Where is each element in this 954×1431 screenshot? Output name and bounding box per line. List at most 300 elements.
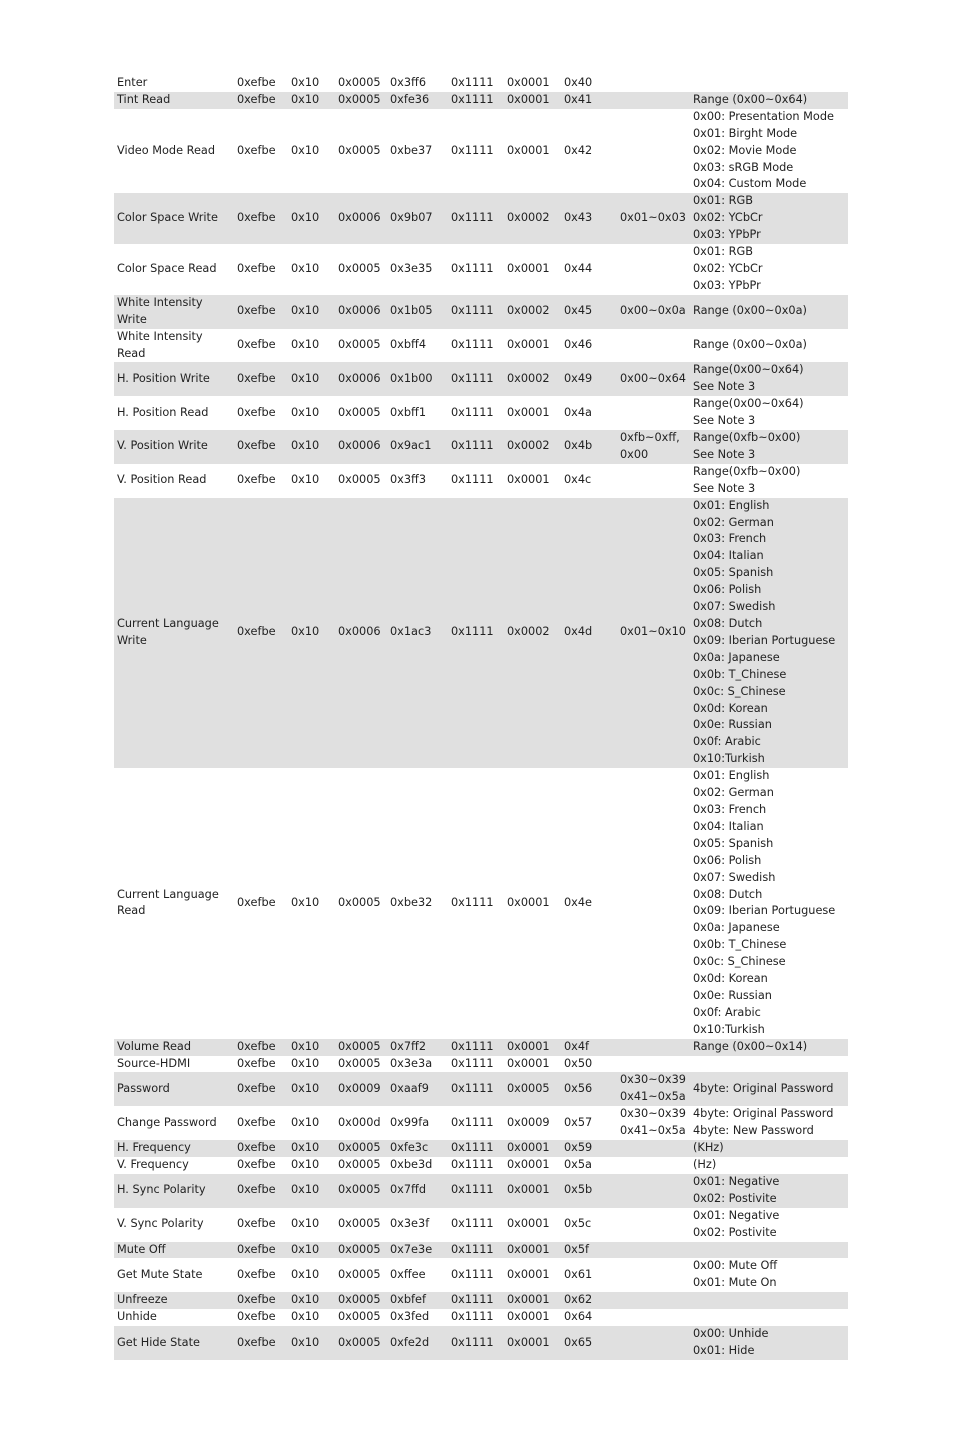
command-table [114,75,848,1360]
description-line: Range (0x00~0x14) [693,1039,808,1053]
data-length: 0x0002 [504,193,561,244]
command-code: 0x1111 [451,1217,494,1231]
description-line: Range(0xfb~0x00) [693,464,801,478]
checksum-code: 0xbe37 [390,143,433,157]
description [690,1174,848,1208]
opcode: 0x62 [561,1292,617,1309]
parameter-range [617,1258,690,1292]
description [690,1157,848,1174]
id-code: 0x10 [288,1039,335,1056]
command-code: 0x1111 [451,338,494,352]
id-code: 0x10 [291,895,320,909]
length-code: 0x0005 [338,895,381,909]
header-code: 0xefbe [234,1292,288,1309]
data-length: 0x0001 [504,92,561,109]
table-row [114,1106,848,1140]
command-name: Get Hide State [114,1326,234,1360]
id-code: 0x10 [288,1072,335,1106]
header-code: 0xefbe [237,1267,276,1281]
description [690,193,848,244]
data-length: 0x0001 [507,1310,550,1324]
description-line: Range (0x00~0x0a) [693,304,807,318]
description-line: See Note 3 [693,414,756,428]
checksum-code: 0x99fa [390,1115,430,1129]
id-code: 0x10 [291,338,320,352]
description-line: Range(0xfb~0x00) [693,431,801,445]
description-line: 0x0d: Korean [693,972,768,986]
parameter-range [617,1157,690,1174]
command-name: V. Position Write [114,430,234,464]
description-line: 0x10:Turkish [693,1022,765,1036]
length-code: 0x0006 [335,362,387,396]
data-length: 0x0001 [504,1174,561,1208]
header-code: 0xefbe [234,1140,288,1157]
header-code: 0xefbe [234,1174,288,1208]
header-code: 0xefbe [234,1242,288,1259]
table-row [114,1039,848,1056]
description-line: 0x07: Swedish [693,600,776,614]
command-name: Volume Read [114,1039,234,1056]
parameter-range-line: 0x30~0x39 [620,1107,686,1121]
parameter-range-line: 0x01~0x03 [620,211,686,225]
parameter-range [617,329,690,363]
opcode: 0x59 [561,1140,617,1157]
length-code: 0x0005 [335,1140,387,1157]
command-name: Tint Read [114,92,234,109]
description-line: 0x08: Dutch [693,617,763,630]
parameter-range [617,1056,690,1073]
parameter-range [617,1292,690,1309]
parameter-range-line: 0x00 [620,447,649,461]
data-length: 0x0001 [507,338,550,352]
checksum-code: 0x3ff6 [390,76,427,89]
description [690,464,848,498]
description [690,1309,848,1326]
id-code: 0x10 [288,1174,335,1208]
opcode: 0x40 [564,76,593,89]
command-name: Get Mute State [117,1267,203,1281]
parameter-range [617,244,690,295]
data-length: 0x0001 [507,1267,550,1281]
data-length: 0x0002 [504,362,561,396]
command-code: 0x1111 [448,1140,504,1157]
header-code: 0xefbe [237,895,276,909]
parameter-range [617,1039,690,1056]
opcode: 0x5f [561,1242,617,1259]
checksum-code: 0xfe3c [387,1140,448,1157]
command-code: 0x1111 [448,362,504,396]
parameter-range [617,396,690,430]
command-code: 0x1111 [448,193,504,244]
checksum-code: 0x1b00 [387,362,448,396]
checksum-code: 0x7ff2 [387,1039,448,1056]
command-code: 0x1111 [448,295,504,329]
data-length: 0x0001 [507,1158,550,1171]
description-line: 0x03: YPbPr [693,228,761,242]
table-row [114,75,848,92]
length-code: 0x0005 [335,92,387,109]
command-code: 0x1111 [451,1056,494,1070]
length-code: 0x0006 [335,295,387,329]
length-code: 0x0005 [338,143,381,157]
description [690,244,848,295]
opcode: 0x61 [564,1267,593,1281]
opcode: 0x5b [561,1174,617,1208]
id-code: 0x10 [288,1292,335,1309]
description [690,1056,848,1073]
checksum-code: 0x7ffd [387,1174,448,1208]
length-code: 0x0005 [338,473,381,487]
description-line: 0x0f: Arabic [693,1005,761,1019]
description [690,1258,848,1292]
table-row [114,1326,848,1360]
table-row [114,1174,848,1208]
parameter-range [617,464,690,498]
length-code: 0x0006 [335,430,387,464]
description-line: 0x01: RGB [693,194,753,208]
parameter-range [617,1140,690,1157]
table-row [114,1208,848,1242]
description [690,430,848,464]
header-code: 0xefbe [234,193,288,244]
command-name: H. Position Read [117,405,209,419]
data-length: 0x0001 [507,261,550,275]
description-line: 0x0c: S_Chinese [693,684,786,698]
data-length: 0x0001 [504,1039,561,1056]
description [690,498,848,769]
table-row [114,109,848,194]
description-line: Range(0x00~0x64) [693,363,804,377]
length-code: 0x0005 [338,405,381,419]
description-line: 0x02: German [693,515,774,529]
id-code: 0x10 [288,1140,335,1157]
parameter-range-line: 0xfb~0xff, [620,431,680,445]
table-row [114,1309,848,1326]
id-code: 0x10 [291,1310,320,1324]
length-code: 0x0009 [335,1072,387,1106]
description-line: 0x0e: Russian [693,718,772,732]
opcode: 0x4c [564,473,592,487]
command-code: 0x1111 [448,1292,504,1309]
description [690,1106,848,1140]
length-code: 0x0005 [338,338,381,352]
header-code: 0xefbe [237,1217,276,1231]
command-name: H. Sync Polarity [114,1174,234,1208]
command-name: Current Language Write [114,498,234,769]
description-line: 0x00: Mute Off [693,1259,778,1273]
id-code: 0x10 [288,1242,335,1259]
command-name: White Intensity Read [117,329,203,360]
checksum-code: 0xbfef [387,1292,448,1309]
id-code: 0x10 [288,362,335,396]
table-row [114,1072,848,1106]
parameter-range [617,75,690,92]
command-name: White Intensity Write [114,295,234,329]
command-rows [114,75,848,1360]
checksum-code: 0x3fed [390,1310,430,1324]
id-code: 0x10 [291,76,320,89]
table-row [114,295,848,329]
opcode: 0x44 [564,261,593,275]
table-row [114,1157,848,1174]
opcode: 0x49 [561,362,617,396]
opcode: 0x46 [564,338,593,352]
description [690,1208,848,1242]
opcode: 0x5a [564,1158,592,1171]
command-code: 0x1111 [448,1242,504,1259]
table-row [114,768,848,1039]
description-line: 0x04: Italian [693,549,764,563]
checksum-code: 0x3e3a [390,1056,433,1070]
description-line: See Note 3 [693,447,756,461]
description [690,1326,848,1360]
parameter-range-line: 0x41~0x5a [620,1090,686,1104]
checksum-code: 0xbff1 [390,405,427,419]
checksum-code: 0xfe36 [387,92,448,109]
command-code: 0x1111 [448,1039,504,1056]
description-line: 4byte: Original Password [693,1081,834,1095]
id-code: 0x10 [288,430,335,464]
parameter-range [617,1242,690,1259]
opcode: 0x50 [564,1056,593,1070]
parameter-range [617,193,690,244]
header-code: 0xefbe [237,473,276,487]
command-name: Enter [117,76,148,89]
header-code: 0xefbe [237,143,276,157]
description-line: 0x01: Negative [693,1208,780,1222]
command-code: 0x1111 [448,430,504,464]
description [690,362,848,396]
table-row [114,498,848,769]
parameter-range [617,1208,690,1242]
command-name: Video Mode Read [117,143,215,157]
length-code: 0x0005 [338,1158,381,1171]
id-code: 0x10 [291,1267,320,1281]
description-line: 0x02: Postivite [693,1225,777,1239]
parameter-range [617,498,690,769]
description-line: 0x0a: Japanese [693,650,780,664]
checksum-code: 0x9b07 [387,193,448,244]
command-name: H. Frequency [114,1140,234,1157]
table-row [114,1292,848,1309]
command-code: 0x1111 [451,1310,494,1324]
opcode: 0x41 [561,92,617,109]
id-code: 0x10 [291,405,320,419]
table-row [114,1140,848,1157]
description-line: 0x07: Swedish [693,870,776,884]
command-name: Unhide [117,1310,157,1324]
parameter-range [617,1106,690,1140]
length-code: 0x0005 [335,1242,387,1259]
parameter-range [617,1309,690,1326]
opcode: 0x57 [564,1115,593,1129]
description [690,1292,848,1309]
description-line: Range (0x00~0x64) [693,92,808,106]
command-name: Mute Off [114,1242,234,1259]
data-length: 0x0009 [507,1115,550,1129]
opcode: 0x56 [561,1072,617,1106]
table-row [114,329,848,363]
description-line: 0x0e: Russian [693,988,772,1002]
header-code: 0xefbe [237,261,276,275]
command-name: V. Sync Polarity [117,1217,204,1231]
opcode: 0x4b [561,430,617,464]
table-row [114,430,848,464]
id-code: 0x10 [291,1158,320,1171]
parameter-range-line: 0x41~0x5a [620,1124,686,1138]
parameter-range-line: 0x01~0x10 [620,625,686,639]
opcode: 0x64 [564,1310,593,1324]
description-line: 0x02: German [693,786,774,800]
checksum-code: 0x3ff3 [390,473,427,487]
description [690,109,848,194]
table-row [114,396,848,430]
table-row [114,464,848,498]
command-name: Color Space Read [117,261,217,275]
table-row [114,1056,848,1073]
data-length: 0x0001 [504,1292,561,1309]
header-code: 0xefbe [234,1039,288,1056]
description-line: 0x0b: T_Chinese [693,667,787,681]
description-line: 4byte: New Password [693,1124,814,1138]
parameter-range [617,109,690,194]
parameter-range [617,1326,690,1360]
description [690,768,848,1039]
parameter-range [617,768,690,1039]
description-line: Range (0x00~0x0a) [693,338,807,352]
checksum-code: 0x1b05 [387,295,448,329]
checksum-code: 0x3e3f [390,1217,430,1231]
command-code: 0x1111 [451,895,494,909]
command-code: 0x1111 [448,1326,504,1360]
checksum-code: 0x9ac1 [387,430,448,464]
command-code: 0x1111 [448,92,504,109]
header-code: 0xefbe [234,92,288,109]
description-line: 0x02: Postivite [693,1191,777,1205]
data-length: 0x0001 [507,473,550,487]
length-code: 0x0005 [338,76,381,89]
description-line: (Hz) [693,1158,717,1171]
description-line: 0x05: Spanish [693,566,774,580]
id-code: 0x10 [291,1056,320,1070]
parameter-range-line: 0x00~0x0a [620,304,686,318]
description-line: 0x03: French [693,532,767,546]
data-length: 0x0005 [504,1072,561,1106]
description [690,295,848,329]
description-line: 0x03: sRGB Mode [693,160,794,174]
description-line: (KHz) [693,1141,724,1155]
checksum-code: 0xbff4 [390,338,427,352]
description-line: 4byte: Original Password [693,1107,834,1121]
data-length: 0x0002 [504,430,561,464]
opcode: 0x4a [564,405,592,419]
opcode: 0x5c [564,1217,592,1231]
length-code: 0x0005 [335,1326,387,1360]
parameter-range-line: 0x30~0x39 [620,1073,686,1087]
length-code: 0x0005 [338,1267,381,1281]
length-code: 0x0005 [338,1310,381,1324]
description [690,1140,848,1157]
id-code: 0x10 [288,1326,335,1360]
header-code: 0xefbe [234,295,288,329]
description-line: 0x09: Iberian Portuguese [693,904,836,918]
data-length: 0x0001 [507,1056,550,1070]
description-line: Range(0x00~0x64) [693,397,804,411]
header-code: 0xefbe [237,1115,276,1129]
opcode: 0x42 [564,143,593,157]
command-code: 0x1111 [448,1072,504,1106]
header-code: 0xefbe [237,76,276,89]
parameter-range [617,1174,690,1208]
opcode: 0x43 [561,193,617,244]
length-code: 0x0005 [338,1217,381,1231]
command-code: 0x1111 [451,1115,494,1129]
id-code: 0x10 [288,92,335,109]
description-line: 0x01: Negative [693,1174,780,1188]
parameter-range-line: 0x00~0x64 [620,371,686,385]
description [690,1242,848,1259]
description-line: 0x01: English [693,769,770,783]
description-line: 0x06: Polish [693,583,762,597]
description-line: 0x04: Italian [693,819,764,833]
header-code: 0xefbe [237,405,276,419]
command-name: Password [114,1072,234,1106]
description-line: 0x09: Iberian Portuguese [693,633,836,647]
command-code: 0x1111 [451,1267,494,1281]
header-code: 0xefbe [234,362,288,396]
description-line: 0x02: YCbCr [693,261,763,275]
description-line: 0x03: French [693,802,767,816]
data-length: 0x0001 [504,1140,561,1157]
opcode: 0x65 [561,1326,617,1360]
length-code: 0x0005 [335,1174,387,1208]
header-code: 0xefbe [234,430,288,464]
description-line: 0x01: RGB [693,245,753,259]
command-name: V. Position Read [117,473,207,487]
command-name: Unfreeze [114,1292,234,1309]
header-code: 0xefbe [237,338,276,352]
data-length: 0x0002 [504,498,561,769]
checksum-code: 0xffee [390,1267,426,1281]
command-name: Change Password [117,1115,217,1129]
description-line: 0x10:Turkish [693,752,765,766]
data-length: 0x0001 [507,76,550,89]
length-code: 0x0005 [338,1056,381,1070]
description-line: 0x0b: T_Chinese [693,938,787,952]
command-code: 0x1111 [451,261,494,275]
description-line: 0x0d: Korean [693,701,768,715]
length-code: 0x000d [338,1115,381,1129]
description-line: See Note 3 [693,380,756,394]
parameter-range [617,1072,690,1106]
checksum-code: 0xbe3d [390,1158,433,1171]
description-line: 0x01: Hide [693,1343,755,1357]
description-line: 0x01: Mute On [693,1276,777,1290]
id-code: 0x10 [291,473,320,487]
description-line: 0x05: Spanish [693,836,774,850]
description-line: 0x06: Polish [693,853,762,867]
parameter-range [617,430,690,464]
data-length: 0x0001 [507,143,550,157]
checksum-code: 0xaaf9 [387,1072,448,1106]
table-row [114,1258,848,1292]
description [690,75,848,92]
id-code: 0x10 [291,1115,320,1129]
description-line: 0x02: YCbCr [693,211,763,225]
description [690,1039,848,1056]
command-name: Source-HDMI [117,1056,191,1070]
header-code: 0xefbe [237,1310,276,1324]
